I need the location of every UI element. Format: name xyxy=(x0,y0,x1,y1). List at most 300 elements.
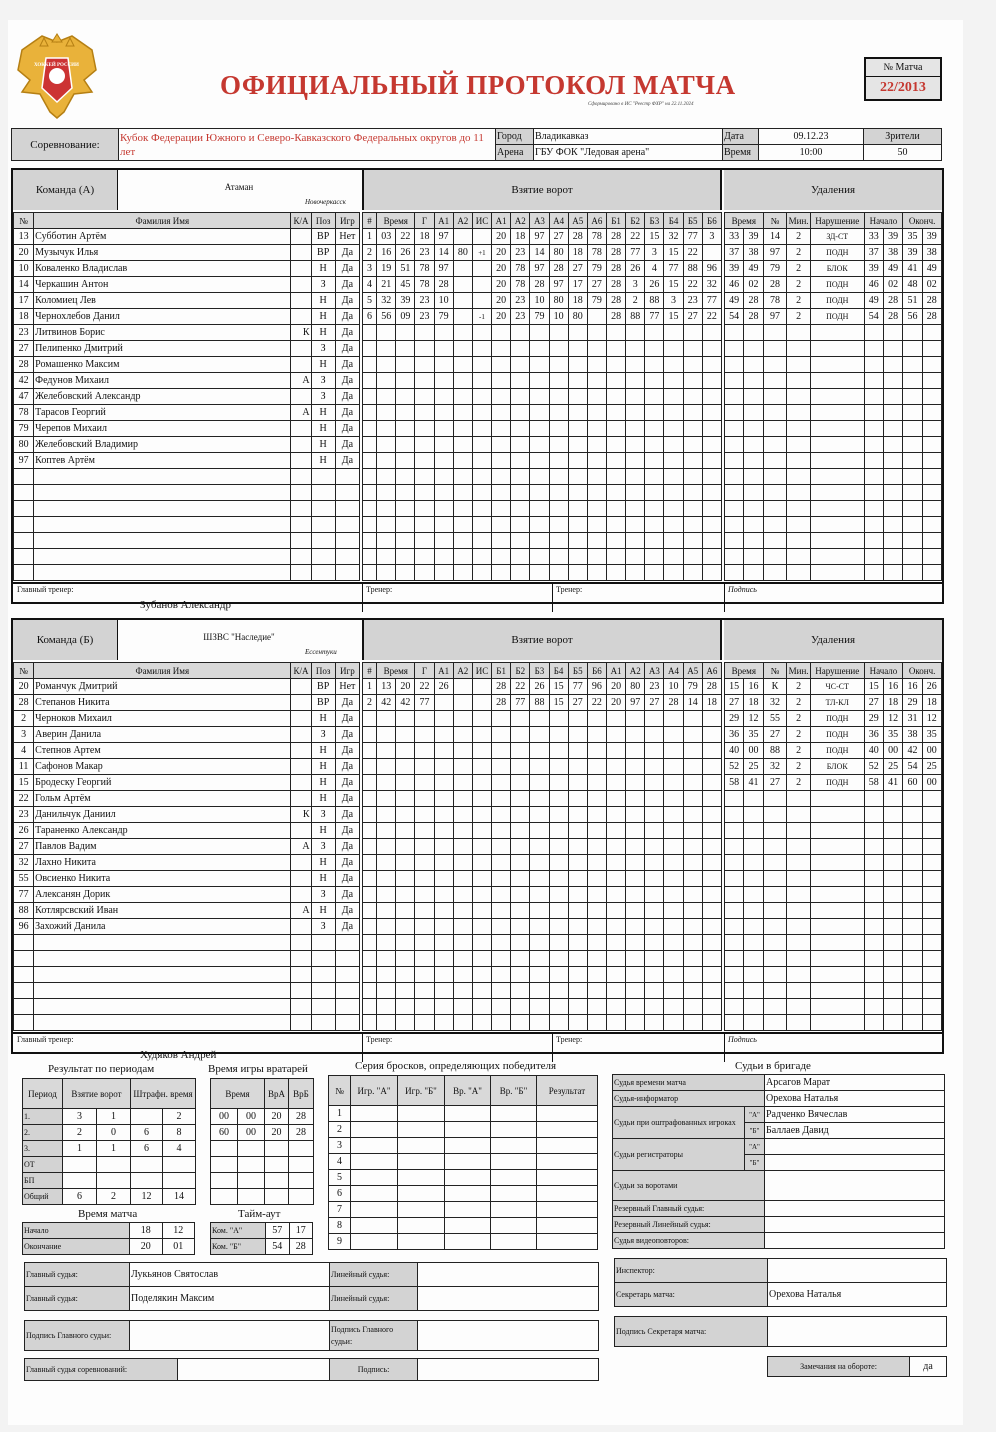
team-b-roster-col: К/А xyxy=(291,663,311,679)
team-b-goal-cell xyxy=(472,935,491,951)
team-a-goal-cell xyxy=(453,389,472,405)
team-b-goal-cell xyxy=(664,775,683,791)
team-b-goal-cell xyxy=(530,823,549,839)
team-a-penalty-cell: 39 xyxy=(725,261,744,277)
team-b-goal-cell xyxy=(472,1015,491,1031)
referees-table xyxy=(24,1262,599,1311)
team-a-goal-cell xyxy=(472,565,491,581)
goalie-cell xyxy=(211,1189,238,1205)
team-a-goal-cell xyxy=(568,565,587,581)
team-a-goal-cell xyxy=(702,437,721,453)
period-cell: 3. xyxy=(23,1141,63,1157)
team-b-goal-cell xyxy=(363,951,377,967)
team-b-penalty-cell xyxy=(744,983,763,999)
team-a-goal-cell xyxy=(587,309,606,325)
team-a-roster-cell xyxy=(335,469,359,485)
team-b-penalty-cell xyxy=(810,967,864,983)
team-a-roster-cell: Да xyxy=(335,357,359,373)
team-b-roster-cell xyxy=(291,791,311,807)
team-b-goal-cell xyxy=(664,823,683,839)
team-a-penalty-cell xyxy=(744,469,763,485)
team-a-goal-cell xyxy=(472,341,491,357)
notes-label: Замечания на обороте: xyxy=(768,1357,910,1377)
team-a-goal-cell xyxy=(363,421,377,437)
team-b-goal-cell xyxy=(472,903,491,919)
team-b-penalty-cell xyxy=(725,983,744,999)
team-b-goal-cell xyxy=(664,887,683,903)
team-b-penalty-cell xyxy=(922,1015,941,1031)
team-b-goal-cell xyxy=(453,871,472,887)
period-cell: 4 xyxy=(163,1141,196,1157)
pen-col: Мин. xyxy=(787,213,811,229)
team-b-coach-sep-3 xyxy=(724,1032,725,1062)
emblem-text: ХОККЕЙ РОССИИ xyxy=(34,63,79,68)
team-b-goal-cell xyxy=(626,823,645,839)
team-a-goal-cell xyxy=(363,437,377,453)
period-cell: 1 xyxy=(63,1141,97,1157)
team-a-goal-cell: 18 xyxy=(511,229,530,245)
team-b-goal-cell xyxy=(626,807,645,823)
team-b-goal-cell xyxy=(683,1015,702,1031)
shootout-cell xyxy=(491,1106,537,1122)
team-b-goal-cell xyxy=(645,935,664,951)
team-b-penalty-cell xyxy=(883,999,902,1015)
informer-name: Орехова Наталья xyxy=(765,1091,945,1107)
team-b-goal-cell xyxy=(645,1015,664,1031)
team-a-roster-cell xyxy=(291,517,311,533)
team-b-roster-cell: Лахно Никита xyxy=(34,855,291,871)
team-b-goal-cell xyxy=(568,903,587,919)
team-a-penalty-cell xyxy=(787,549,811,565)
team-b-goal-cell xyxy=(587,1015,606,1031)
team-a-goal-cell: 22 xyxy=(626,229,645,245)
team-b-penalty-cell xyxy=(744,903,763,919)
period-cell: 1. xyxy=(23,1109,63,1125)
team-a-goal-cell: 03 xyxy=(377,229,396,245)
team-a-goal-cell xyxy=(363,341,377,357)
team-b-penalty-cell: 35 xyxy=(922,727,941,743)
team-b-goal-cell xyxy=(626,839,645,855)
team-b-penalty-cell xyxy=(864,935,883,951)
team-a-goal-cell xyxy=(396,437,415,453)
team-b-penalty-cell: 00 xyxy=(922,775,941,791)
team-b-goal-cell xyxy=(587,759,606,775)
team-a-goal-cell xyxy=(549,501,568,517)
team-a-penalty-cell xyxy=(922,469,941,485)
team-a-roster-cell xyxy=(291,533,311,549)
team-b-goal-cell xyxy=(363,839,377,855)
team-b-goal-cell xyxy=(434,775,453,791)
team-a-goal-cell xyxy=(453,373,472,389)
team-a-goal-cell xyxy=(363,533,377,549)
team-b-goal-cell xyxy=(472,679,491,695)
team-b-roster-cell xyxy=(311,1015,335,1031)
team-a-penalty-cell xyxy=(725,501,744,517)
team-a-roster-cell: Да xyxy=(335,373,359,389)
team-b-goal-cell: 22 xyxy=(511,679,530,695)
team-b-roster-col: Игр xyxy=(335,663,359,679)
team-b-penalty-cell xyxy=(763,983,787,999)
team-a-goal-cell xyxy=(492,357,511,373)
team-a-goal-cell: 2 xyxy=(626,293,645,309)
team-b-goal-cell xyxy=(434,967,453,983)
team-a-goal-cell xyxy=(664,437,683,453)
team-a-roster-cell xyxy=(311,565,335,581)
team-b-roster-cell xyxy=(291,983,311,999)
table-row xyxy=(363,389,722,405)
team-a-goal-cell xyxy=(702,405,721,421)
team-a-penalty-cell xyxy=(883,325,902,341)
team-b-goal-cell xyxy=(645,983,664,999)
team-a-roster-col: К/А xyxy=(291,213,311,229)
period-cell: 6 xyxy=(131,1141,163,1157)
team-b-penalty-cell xyxy=(883,791,902,807)
team-b-goal-cell xyxy=(492,743,511,759)
table-row xyxy=(211,1141,314,1157)
team-b-roster-cell xyxy=(311,983,335,999)
team-a-penalty-cell xyxy=(763,421,787,437)
team-a-goal-cell: 97 xyxy=(530,229,549,245)
shootout-col: Вр. "А" xyxy=(445,1076,491,1106)
team-b-roster-cell: 32 xyxy=(14,855,34,871)
team-b-penalty-cell xyxy=(883,903,902,919)
team-a-goal-cell xyxy=(472,533,491,549)
shootout-cell xyxy=(351,1234,398,1250)
goal-col: Б3 xyxy=(645,213,664,229)
shootout-cell xyxy=(537,1170,598,1186)
team-a-goal-cell xyxy=(606,453,625,469)
team-a-penalty-cell xyxy=(787,533,811,549)
team-a-goal-cell xyxy=(606,389,625,405)
team-b-roster-cell: А xyxy=(291,903,311,919)
main-referee-2-sign-label: Подпись Главного судьи: xyxy=(330,1321,418,1351)
table-row xyxy=(14,325,360,341)
team-b-roster-cell xyxy=(335,999,359,1015)
team-b-goal-cell xyxy=(606,935,625,951)
team-a-goal-cell: 18 xyxy=(568,293,587,309)
table-row xyxy=(363,421,722,437)
team-b-roster-cell xyxy=(291,727,311,743)
table-row xyxy=(14,727,360,743)
table-row xyxy=(14,469,360,485)
team-a-goal-cell xyxy=(511,501,530,517)
team-b-goal-cell xyxy=(568,727,587,743)
table-row xyxy=(23,1157,196,1173)
team-b-goal-cell xyxy=(606,967,625,983)
team-a-roster-cell: Н xyxy=(311,453,335,469)
table-row xyxy=(14,903,360,919)
team-a-penalty-cell xyxy=(810,357,864,373)
team-a-goal-cell xyxy=(453,453,472,469)
team-b-penalty-cell xyxy=(744,839,763,855)
team-a-goal-cell xyxy=(683,405,702,421)
team-a-goal-cell xyxy=(549,469,568,485)
team-b-goal-cell xyxy=(511,839,530,855)
team-b-penalty-cell xyxy=(922,839,941,855)
team-a-goal-cell: 16 xyxy=(377,245,396,261)
team-b-goal-cell xyxy=(511,887,530,903)
team-b-goal-cell xyxy=(472,695,491,711)
team-a-roster-cell: 10 xyxy=(14,261,34,277)
team-a-penalty-cell: 38 xyxy=(922,245,941,261)
table-row xyxy=(363,405,722,421)
table-row xyxy=(14,679,360,695)
team-b-goal-cell xyxy=(568,871,587,887)
team-b-roster-cell xyxy=(34,951,291,967)
team-a-goal-cell xyxy=(549,533,568,549)
team-b-goal-cell xyxy=(530,743,549,759)
team-a-goal-cell xyxy=(492,549,511,565)
team-b-goal-cell xyxy=(434,727,453,743)
team-a-penalty-cell xyxy=(903,421,922,437)
table-row xyxy=(14,887,360,903)
team-a-roster-cell: Да xyxy=(335,437,359,453)
team-a-goal-cell xyxy=(363,357,377,373)
team-b-goal-cell xyxy=(587,807,606,823)
team-a-goal-cell xyxy=(363,565,377,581)
team-a-goal-cell xyxy=(472,389,491,405)
team-a-goal-cell xyxy=(606,357,625,373)
team-b-goal-cell xyxy=(587,871,606,887)
team-b-goal-cell xyxy=(492,935,511,951)
team-a-goal-cell: 28 xyxy=(530,277,549,293)
team-a-goal-cell xyxy=(472,421,491,437)
team-a-goal-cell xyxy=(472,325,491,341)
team-a-penalty-cell xyxy=(810,341,864,357)
period-cell: 1 xyxy=(97,1141,131,1157)
team-a-goal-cell: 22 xyxy=(683,245,702,261)
team-a-penalty-cell xyxy=(787,517,811,533)
team-a-penalty-cell xyxy=(787,485,811,501)
team-a-goal-cell xyxy=(377,389,396,405)
team-a-goal-cell: 3 xyxy=(626,277,645,293)
team-a-penalty-cell xyxy=(903,453,922,469)
team-b-roster-cell: Черноков Михаил xyxy=(34,711,291,727)
table-row xyxy=(363,341,722,357)
shootout-cell xyxy=(537,1234,598,1250)
team-b-roster-col: Фамилия Имя xyxy=(34,663,291,679)
team-a-goal-cell xyxy=(453,309,472,325)
period-cell: 2 xyxy=(97,1189,131,1205)
team-b-penalty-cell: 60 xyxy=(903,775,922,791)
team-a-goal-cell: 78 xyxy=(587,245,606,261)
team-a-penalty-cell xyxy=(763,389,787,405)
team-b-penalty-cell xyxy=(787,871,811,887)
table-row xyxy=(363,695,722,711)
timekeeper-label: Судья времени матча xyxy=(613,1075,765,1091)
team-a-goal-cell xyxy=(702,469,721,485)
team-a-penalty-cell xyxy=(903,357,922,373)
team-b-roster-cell xyxy=(291,967,311,983)
team-b-goal-cell xyxy=(530,807,549,823)
team-b-penalty-cell xyxy=(883,967,902,983)
team-a-goal-cell xyxy=(606,469,625,485)
table-row xyxy=(725,935,942,951)
table-row xyxy=(363,373,722,389)
team-b-penalty-cell xyxy=(787,887,811,903)
table-row xyxy=(725,357,942,373)
team-b-roster-cell: К xyxy=(291,807,311,823)
team-a-penalty-cell xyxy=(864,469,883,485)
team-b-penalty-cell xyxy=(787,951,811,967)
team-b-roster-cell: З xyxy=(311,727,335,743)
team-b-goal-cell xyxy=(683,823,702,839)
pen-col: Начало xyxy=(864,663,903,679)
team-b-goal-cell xyxy=(530,775,549,791)
table-row xyxy=(363,727,722,743)
team-a-goal-cell xyxy=(396,373,415,389)
goalie-cell xyxy=(289,1141,314,1157)
team-a-goal-cell: 39 xyxy=(396,293,415,309)
team-a-goal-cell xyxy=(363,517,377,533)
team-a-penalty-cell xyxy=(922,325,941,341)
team-a-goal-cell: 28 xyxy=(606,261,625,277)
team-b-roster-cell xyxy=(335,1015,359,1031)
team-b-penalty-cell: 88 xyxy=(763,743,787,759)
team-b-penalty-cell xyxy=(787,983,811,999)
team-a-goal-cell xyxy=(530,549,549,565)
team-b-goal-cell xyxy=(511,999,530,1015)
team-b-goal-cell xyxy=(549,951,568,967)
team-a-roster-cell: 18 xyxy=(14,309,34,325)
team-a-goal-cell: 6 xyxy=(363,309,377,325)
team-b-goal-cell xyxy=(415,1015,434,1031)
table-row xyxy=(363,245,722,261)
penalty-judges-label: Судьи при оштрафованных игроках xyxy=(613,1107,745,1139)
team-b-penalty-cell: 29 xyxy=(864,711,883,727)
team-a-penalty-cell xyxy=(810,437,864,453)
goal-col: А4 xyxy=(549,213,568,229)
goalie-col: ВрА xyxy=(265,1079,289,1109)
spectators-label: Зрители xyxy=(864,129,942,145)
team-b-goal-cell xyxy=(568,967,587,983)
goal-col: А2 xyxy=(453,663,472,679)
team-a-goal-cell xyxy=(683,421,702,437)
team-a-goal-cell xyxy=(702,485,721,501)
team-a-roster-cell: А xyxy=(291,405,311,421)
table-row xyxy=(363,951,722,967)
team-a-penalty-cell xyxy=(883,373,902,389)
team-b-roster-cell xyxy=(291,743,311,759)
table-row xyxy=(23,1141,196,1157)
team-a-goal-cell: 80 xyxy=(453,245,472,261)
team-a-goal-cell xyxy=(645,405,664,421)
team-a-goal-cell xyxy=(645,341,664,357)
shootout-col: Результат xyxy=(537,1076,598,1106)
team-a-roster-col: Фамилия Имя xyxy=(34,213,291,229)
goal-col: А2 xyxy=(626,663,645,679)
team-a-goal-cell xyxy=(453,437,472,453)
inspector xyxy=(768,1259,947,1283)
team-a-roster-cell xyxy=(291,293,311,309)
team-b-goal-cell xyxy=(530,999,549,1015)
team-a-goal-cell: 56 xyxy=(377,309,396,325)
team-a-name: Атаман xyxy=(224,182,254,192)
table-row xyxy=(363,277,722,293)
table-row xyxy=(363,711,722,727)
team-b-penalty-cell xyxy=(810,1015,864,1031)
team-a-penalty-cell xyxy=(864,389,883,405)
team-b-roster-cell xyxy=(14,983,34,999)
team-a-goal-cell xyxy=(377,533,396,549)
team-a-goal-cell xyxy=(415,533,434,549)
goal-judges-label: Судьи за воротами xyxy=(613,1171,765,1201)
team-a-roster-cell xyxy=(335,533,359,549)
shootout-cell xyxy=(491,1186,537,1202)
team-b-goal-cell xyxy=(568,823,587,839)
team-b-goal-cell xyxy=(702,791,721,807)
team-b-roster-cell xyxy=(291,823,311,839)
table-row xyxy=(363,983,722,999)
team-a-goal-cell: 78 xyxy=(587,229,606,245)
table-row xyxy=(211,1125,314,1141)
team-b-roster-cell xyxy=(291,919,311,935)
team-a-penalty-cell xyxy=(744,421,763,437)
team-b-goal-cell: 97 xyxy=(626,695,645,711)
team-b-roster-cell: Овсиенко Никита xyxy=(34,871,291,887)
team-a-goal-cell xyxy=(377,421,396,437)
team-a-goal-cell: 20 xyxy=(492,309,511,325)
team-b-goal-cell: 28 xyxy=(664,695,683,711)
table-row xyxy=(14,501,360,517)
table-row xyxy=(363,823,722,839)
shootout-col: Игр. "Б" xyxy=(398,1076,445,1106)
fhr-emblem-icon xyxy=(12,32,102,122)
match-number-box xyxy=(864,57,942,101)
team-b-goal-cell xyxy=(626,919,645,935)
team-b-roster-cell: ВР xyxy=(311,679,335,695)
table-row xyxy=(363,759,722,775)
notes-table xyxy=(767,1356,947,1377)
team-b-roster-cell: Степнов Артем xyxy=(34,743,291,759)
team-b-goal-cell xyxy=(587,727,606,743)
team-b-roster-cell xyxy=(14,1015,34,1031)
team-a-goal-cell xyxy=(377,437,396,453)
team-b-goal-cell xyxy=(587,855,606,871)
team-a-goal-cell: 32 xyxy=(664,229,683,245)
team-a-goal-cell: 22 xyxy=(396,229,415,245)
period-cell: 6 xyxy=(131,1125,163,1141)
team-a-goal-cell xyxy=(626,437,645,453)
table-row xyxy=(725,775,942,791)
team-a-goal-cell xyxy=(377,373,396,389)
team-b-penalty-cell xyxy=(864,903,883,919)
team-a-penalty-cell xyxy=(763,373,787,389)
team-a-goal-cell xyxy=(530,437,549,453)
team-a-roster-cell xyxy=(291,501,311,517)
team-b-goal-cell xyxy=(492,983,511,999)
goalie-col: ВрБ xyxy=(289,1079,314,1109)
team-a-goal-cell: 79 xyxy=(434,309,453,325)
team-b-goal-cell xyxy=(683,999,702,1015)
team-a-roster-cell xyxy=(291,245,311,261)
team-a-goal-cell xyxy=(415,485,434,501)
team-b-goal-cell xyxy=(530,727,549,743)
goal-col: Б5 xyxy=(683,213,702,229)
team-a-goal-cell xyxy=(396,389,415,405)
pen-col: Время xyxy=(725,213,764,229)
team-a-goal-cell: 88 xyxy=(683,261,702,277)
team-b-penalty-cell xyxy=(744,871,763,887)
team-a-penalty-cell xyxy=(922,517,941,533)
team-a-penalty-cell xyxy=(864,437,883,453)
team-b-goal-cell xyxy=(530,919,549,935)
team-b-goal-cell xyxy=(363,887,377,903)
goalie-title: Время игры вратарей xyxy=(208,1063,308,1075)
team-a-penalty-cell xyxy=(903,341,922,357)
team-b-goal-cell xyxy=(415,711,434,727)
team-b-goal-cell xyxy=(434,839,453,855)
